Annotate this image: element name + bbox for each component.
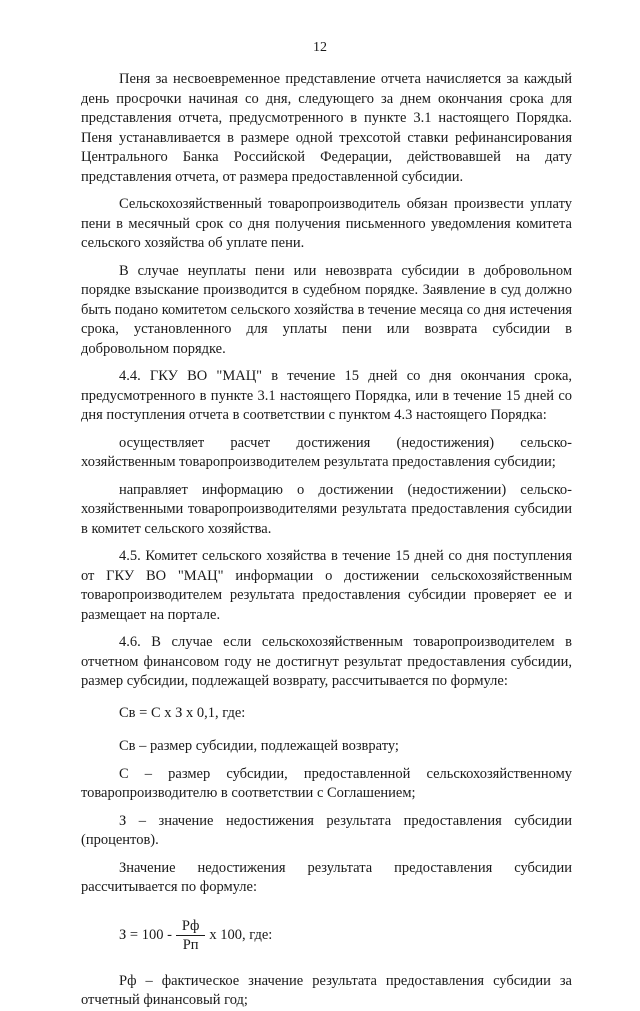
paragraph-4-4: 4.4. ГКУ ВО "МАЦ" в течение 15 дней со дня окончания срока, предусмотренного в пункте 3.1 настоящего Порядка, или в течение 15 дней со дня поступления отчета в соответствии с пунктом 4.3 настоящего Порядка:: [81, 368, 572, 423]
formula-fraction: [176, 917, 205, 954]
paragraph-4-6: 4.6. В случае если сельскохозяйственным товаропроизводителем в отчетном финансовом году не достигнут результат предоставления субсидии, размер субсидии, подлежащей возврату, рассчитывается по формуле:: [81, 634, 572, 689]
paragraph-penalty-accrual: Пеня за несвоевременное представление отчета начисляется за каждый день просрочки начиная со дня, следующего за днем окончания срока для представления отчета, предусмотренного в пункте 3.1 настоящего Порядка. Пеня устанавливается в размере одной трехсотой ставки рефинансирования Центрального Банка Российской Федерации, действовавшей на дату представления отчета, от размера предоставленной субсидии.: [81, 71, 572, 185]
paragraph-penalty-payment: Сельскохозяйственный товаропроизводитель обязан произвести уплату пени в месячный срок со дня получения письменного уведомления комитета сельского хозяйства об уплате пени.: [81, 196, 572, 251]
page-number: 12: [313, 40, 327, 55]
paragraph-def-z: З – значение недостижения результата предоставления субсидии (процентов).: [81, 812, 572, 848]
formula-right-part: х 100, где:: [209, 926, 273, 943]
fraction-numerator: Рф: [181, 918, 200, 934]
paragraph-calculation: осуществляет расчет достижения (недостижения) сельско-хозяйственным товаропроизводителем результата предоставления субсидии;: [81, 434, 572, 470]
paragraph-information: направляет информацию о достижении (недостижении) сельско-хозяйственными товаропроизводителями результата предоставления субсидии в комитет сельского хозяйства.: [81, 481, 572, 537]
formula-left-part: З = 100 -: [119, 926, 172, 943]
paragraph-4-5: 4.5. Комитет сельского хозяйства в течение 15 дней со дня поступления от ГКУ ВО "МАЦ" информации о достижении сельскохозяйственным товаропроизводителем результата предоставления субсидии проверяет ее и размещает на портале.: [81, 548, 572, 623]
formula-refund-amount: Св = С х З х 0,1, где:: [119, 704, 246, 721]
fraction-denominator: Рп: [182, 937, 199, 953]
document-body: [81, 70, 572, 1011]
paragraph-def-sv: Св – размер субсидии, подлежащей возврату;: [119, 738, 399, 754]
paragraph-def-s: С – размер субсидии, предоставленной сельскохозяйственному товаропроизводителю в соответствии с Соглашением;: [81, 765, 572, 801]
formula-non-achievement: [119, 914, 572, 958]
paragraph-court-recovery: В случае неуплаты пени или невозврата субсидии в добровольном порядке взыскание производится в судебном порядке. Заявление в суд должно быть подано комитетом сельского хозяйства в течение месяца со дня истечения срока, установленного для уплаты пени или возврата субсидии в добровольном порядке.: [81, 262, 572, 357]
paragraph-def-rf: Рф – фактическое значение результата предоставления субсидии за отчетный финансовый год;: [81, 972, 572, 1008]
paragraph-z-formula-intro: Значение недостижения результата предоставления субсидии рассчитывается по формуле:: [81, 859, 572, 895]
